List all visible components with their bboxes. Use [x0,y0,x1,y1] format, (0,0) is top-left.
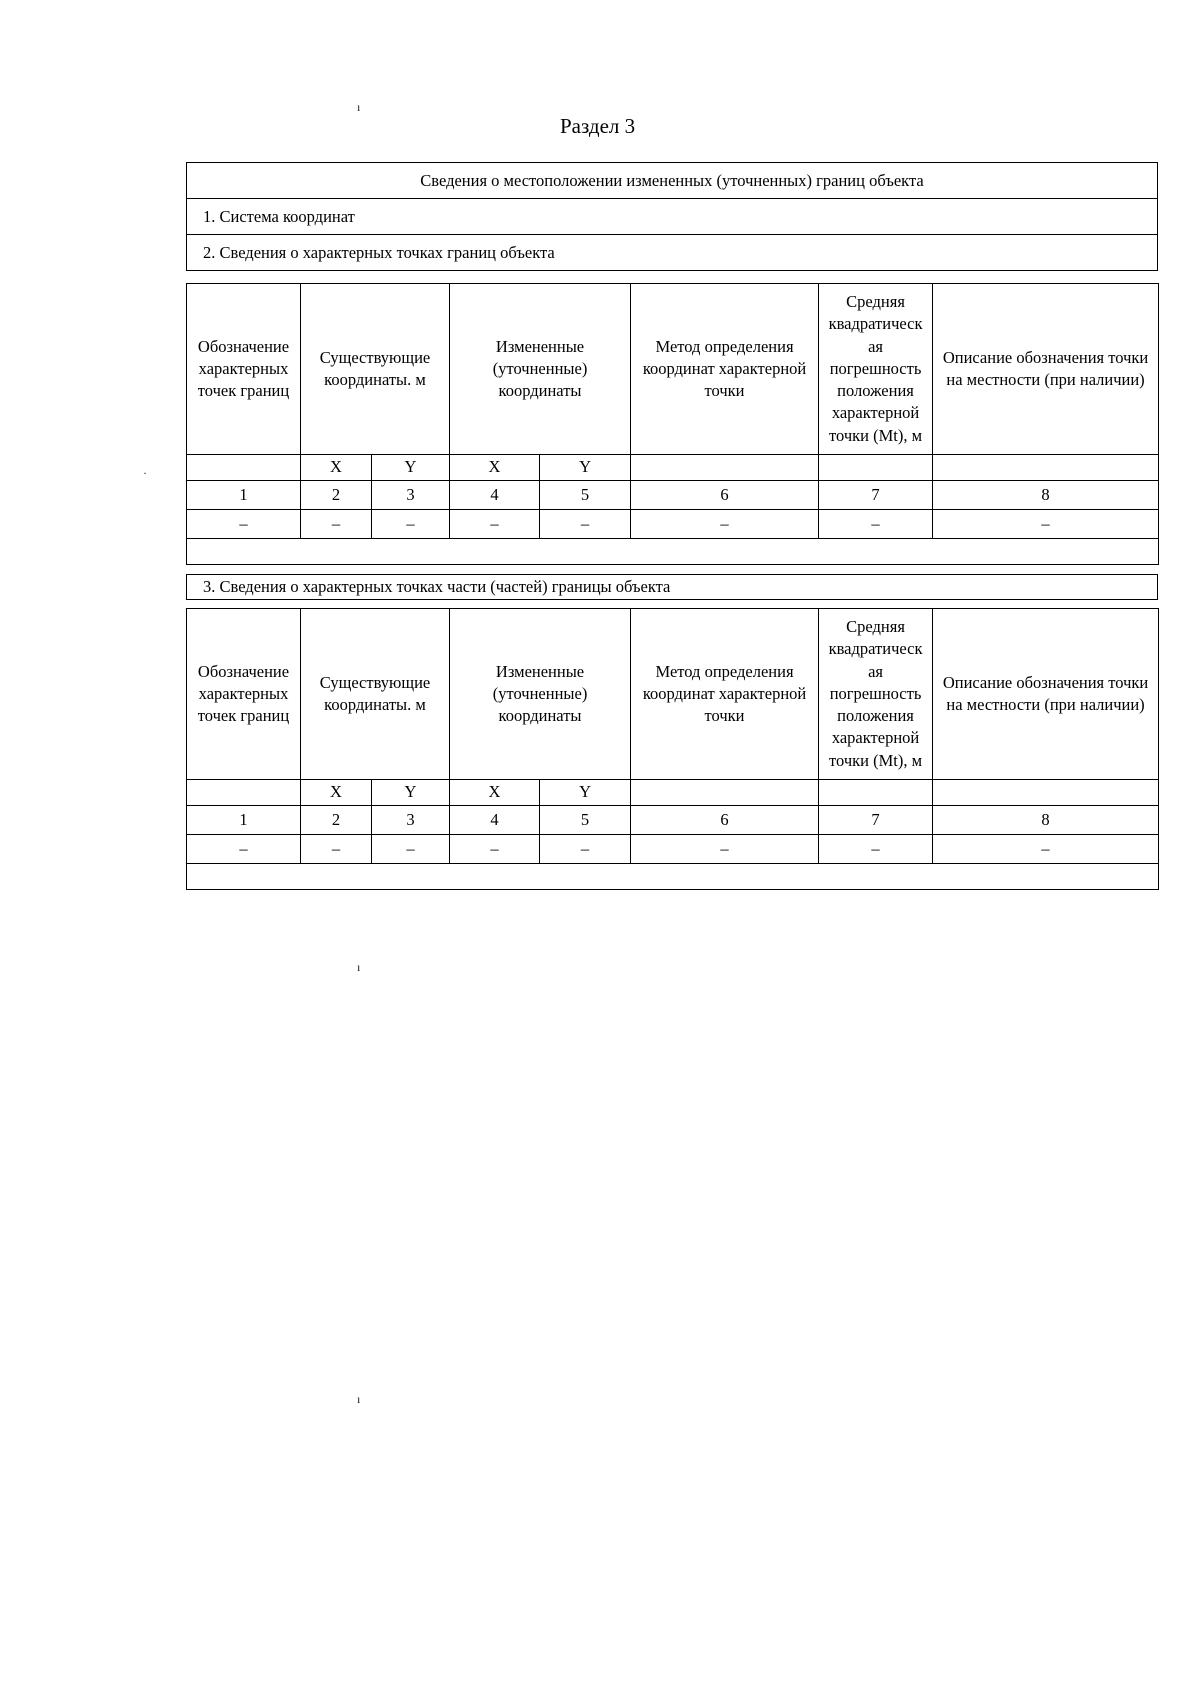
scan-mark: ı [357,1392,361,1406]
table-cell [631,780,819,806]
y-label: Y [540,780,631,806]
column-number: 1 [187,806,301,835]
column-number: 6 [631,806,819,835]
x-label: X [301,455,372,481]
column-number: 7 [819,481,933,510]
column-number: 5 [540,481,631,510]
column-number: 8 [933,806,1159,835]
points-section-label: 2. Сведения о характерных точках границ объекта [187,235,1158,271]
column-header-method: Метод определения координат характерной точки [631,284,819,455]
column-number: 3 [372,481,450,510]
column-number: 8 [933,481,1159,510]
y-label: Y [372,780,450,806]
table-cell [187,455,301,481]
column-number: 6 [631,481,819,510]
table-cell-dash: – [631,510,819,539]
table-cell-dash: – [187,835,301,864]
table-cell-dash: – [540,510,631,539]
column-number: 4 [450,806,540,835]
column-header-designation: Обозначение характерных точек границ [187,609,301,780]
table-cell-dash: – [540,835,631,864]
column-header-changed-coords: Измененные (уточненные) координаты [450,609,631,780]
table-cell-dash: – [372,510,450,539]
coordinate-system-label: 1. Система координат [187,199,1158,235]
column-header-description: Описание обозначения точки на местности (при наличии) [933,284,1159,455]
table-cell [933,455,1159,481]
y-label: Y [372,455,450,481]
column-number: 1 [187,481,301,510]
table-cell-dash: – [819,835,933,864]
section3-box [186,574,1158,600]
column-header-description: Описание обозначения точки на местности (при наличии) [933,609,1159,780]
part-boundary-points-table [186,608,1159,890]
table-cell-dash: – [819,510,933,539]
table-cell-dash: – [450,510,540,539]
column-number: 2 [301,481,372,510]
column-header-existing-coords: Существующие координаты. м [301,284,450,455]
x-label: X [450,780,540,806]
column-number: 5 [540,806,631,835]
table-cell-dash: – [450,835,540,864]
column-header-method: Метод определения координат характерной точки [631,609,819,780]
scan-mark: · [143,466,147,480]
table-cell-dash: – [933,835,1159,864]
table-cell-dash: – [631,835,819,864]
column-header-changed-coords: Измененные (уточненные) координаты [450,284,631,455]
column-number: 3 [372,806,450,835]
table-cell-dash: – [187,510,301,539]
column-header-existing-coords: Существующие координаты. м [301,609,450,780]
x-label: X [450,455,540,481]
table-cell-dash: – [301,510,372,539]
boundary-points-table [186,283,1159,565]
y-label: Y [540,455,631,481]
table-cell [819,780,933,806]
table-cell-dash: – [301,835,372,864]
table-empty-row [187,539,1159,565]
scan-mark: ı [357,100,361,114]
header-box [186,162,1158,271]
table-cell [819,455,933,481]
table-cell [187,780,301,806]
table-cell [631,455,819,481]
table-cell-dash: – [933,510,1159,539]
column-header-error: Средняя квадратическ ая погрешность положения характерной точки (Mt), м [819,609,933,780]
table-cell-dash: – [372,835,450,864]
table-empty-row [187,864,1159,890]
scan-mark: ı [357,960,361,974]
column-number: 4 [450,481,540,510]
column-number: 2 [301,806,372,835]
table-cell [933,780,1159,806]
column-header-error: Средняя квадратическ ая погрешность положения характерной точки (Mt), м [819,284,933,455]
column-header-designation: Обозначение характерных точек границ [187,284,301,455]
column-number: 7 [819,806,933,835]
header-main: Сведения о местоположении измененных (уточненных) границ объекта [187,163,1158,199]
page-title: Раздел 3 [560,114,636,138]
x-label: X [301,780,372,806]
section3-label: 3. Сведения о характерных точках части (частей) границы объекта [187,575,1158,600]
